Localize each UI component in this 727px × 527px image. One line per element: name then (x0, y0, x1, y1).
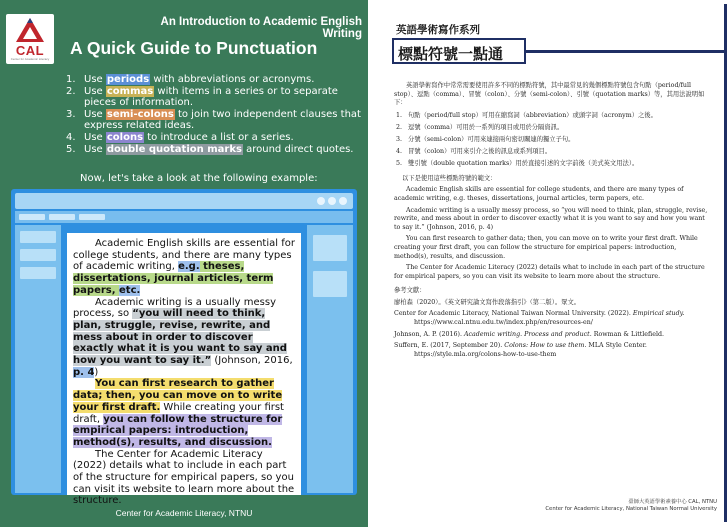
sidebar-placeholder (20, 267, 56, 279)
rule-text: 逗號（comma）可用於一系列的項目或用於分隔資訊。 (408, 123, 564, 131)
rule-text: to introduce a list or a series. (144, 131, 294, 143)
highlight-semicolon: You can first research to gather data; then, you can move on to write your first draft. (73, 378, 283, 413)
rule-prefix: Use (84, 74, 106, 85)
reference-text: Johnson, A. P. (2016). (394, 330, 464, 338)
rule-text: around direct quotes. (242, 143, 354, 155)
highlight-comma: theses, dissertations, journal articles, term papers, (73, 261, 274, 296)
example-passage (67, 233, 301, 507)
rule-number: 1. (396, 111, 403, 119)
reference-title: Empirical study. (632, 310, 685, 318)
rule-number: 5. (396, 160, 403, 168)
rule-keyword: colons (106, 131, 144, 143)
reference-title: Colons: How to use them. (504, 342, 587, 350)
footer-credit-en-line: Center for Academic Literacy, National Taiwan Normal University (545, 506, 717, 512)
sidebar-placeholder (20, 231, 56, 243)
rule-text: with items in a series or to separate pieces of information. (84, 85, 338, 109)
rule-number: 2. (396, 123, 403, 131)
rule-number: 4. (66, 131, 76, 143)
example-paragraph (73, 238, 295, 297)
example-text: While creating your first draft, (73, 401, 284, 425)
reference-text: https://www.cal.ntnu.edu.tw/index.php/en/resources-en/ (414, 319, 593, 327)
series-title: An Introduction to Academic English Writing (160, 16, 362, 40)
window-controls (317, 197, 347, 205)
cal-logo-word: CAL (15, 43, 45, 58)
rule-item-zh (394, 148, 712, 157)
example-text: (Johnson, 2016, (211, 355, 293, 367)
rule-text: with abbreviations or acronyms. (150, 74, 315, 85)
reference-text: Suffern, E. (2017, September 20). (394, 342, 505, 350)
intro-paragraph: 英語學術寫作中常常需要使用許多不同的標點符號，其中最常見的幾個標點符號包含句點（period/full stop）、逗點（comma）、冒號（colon）、分號（semi-colon）、引號（quotation marks）等，其用法說明如下： (394, 82, 705, 107)
example-paragraph: The Center for Academic Literacy (2022) details what to include in each part of the structure for empirical papers, so you can visit its website to learn more about the structure. (394, 264, 705, 280)
tab-placeholder (49, 214, 75, 220)
highlight-period: e.g. (178, 261, 200, 273)
rule-number: 3. (396, 135, 403, 143)
rule-text: to join two independent clauses that express related ideas. (84, 108, 361, 132)
rule-number: 5. (66, 143, 76, 155)
rule-item (66, 132, 362, 144)
rule-item-zh (394, 112, 712, 121)
references-list (394, 299, 712, 360)
rule-item (66, 144, 362, 156)
highlight-period: p. 4 (73, 366, 95, 378)
example-intro-zh: 以下是使用這些標點符號的範文： (402, 174, 497, 182)
rule-text: 分號（semi-colon）可用來連接兩句密切關連的獨立子句。 (408, 135, 575, 143)
rule-item (66, 74, 362, 86)
rule-text: 冒號（colon）可用來引介之後的訊息或系列項目。 (408, 148, 552, 156)
rule-item-zh (394, 124, 712, 133)
rule-keyword: double quotation marks (106, 143, 242, 155)
reference-text: Center for Academic Literacy, National Taiwan Normal University. (2022). (394, 310, 633, 318)
rule-item-zh (394, 160, 712, 169)
tab-placeholder (79, 214, 105, 220)
browser-left-sidebar (15, 225, 61, 493)
title-box (392, 38, 526, 64)
browser-illustration (11, 189, 357, 507)
browser-right-sidebar (307, 225, 353, 493)
window-dot-icon (328, 197, 336, 205)
rule-prefix: Use (84, 143, 106, 155)
sidebar-placeholder (20, 249, 56, 261)
references-heading: 參考文獻： (394, 287, 426, 295)
example-paragraph (73, 378, 295, 448)
highlight-period: etc. (119, 284, 141, 296)
example-intro: Now, let's take a look at the following example: (80, 173, 318, 184)
highlight-quotation: “you will need to think, plan, struggle, revise, rewrite, and mess about in order to discover exactly what it is you want to say and how you want to say it.” (73, 308, 287, 367)
cal-logo-tagline: Center for Academic Literacy (10, 57, 50, 61)
example-paragraph: Academic English skills are essential for college students, and there are many types of academic writing, e.g. theses, dissertations, journal articles, term papers, etc. (394, 186, 684, 202)
reference-item (394, 310, 712, 327)
example-paragraph: Academic writing is a usually messy process, so “you will need to think, plan, struggle, revise, rewrite, and mess about in order to discover exactly what it is you want to say and how you want to say it.” (Johnson, 2016, p. 4) (394, 206, 708, 231)
punctuation-rules-list (66, 74, 362, 155)
example-paragraph: You can first research to gather data; then, you can move on to write your first draft. While creating your first draft, you can follow the structure for empirical papers: introduction, method(s), results, and discussion. (394, 235, 698, 260)
window-dot-icon (317, 197, 325, 205)
rule-number: 4. (396, 148, 403, 156)
rule-keyword: semi-colons (106, 108, 174, 120)
rule-keyword: commas (106, 85, 154, 97)
window-dot-icon (339, 197, 347, 205)
reference-item (394, 299, 712, 308)
title-rule (526, 50, 724, 53)
highlight-colon: you can follow the structure for empirical papers: introduction, method(s), results, and discussion. (73, 413, 283, 448)
rule-text: 句點（period/full stop）可用在縮寫詞（abbreviation）或頭字詞（acronym）之後。 (408, 111, 657, 119)
footer-credit-zh-line: 臺師大英語學術素養中心 CAL, NTNU (628, 499, 717, 505)
footer-credit: Center for Academic Literacy, NTNU (115, 508, 253, 518)
sidebar-placeholder (313, 235, 347, 261)
reference-text: MLA Style Center. https://style.mla.org/colons-how-to-use-them (414, 342, 647, 358)
punctuation-rules-list-zh (394, 112, 712, 169)
chinese-guide-panel (368, 0, 727, 527)
rule-item (66, 86, 362, 109)
reference-title: Academic writing. Process and product. (463, 330, 592, 338)
rule-text: 雙引號（double quotation marks）用於直接引述的文字前後（美式英文用法）。 (408, 160, 639, 168)
guide-content-zh (394, 82, 712, 362)
rule-prefix: Use (84, 131, 106, 143)
page-title: A Quick Guide to Punctuation (70, 38, 318, 58)
cal-logo-mark-icon (16, 18, 44, 42)
rule-item-zh (394, 136, 712, 145)
footer-credit-zh (545, 499, 717, 513)
tab-placeholder (19, 214, 45, 220)
example-text: Academic English skills are essential for college students, and there are many types of academic writing, (73, 238, 295, 273)
rule-prefix: Use (84, 108, 106, 120)
example-paragraph (73, 297, 295, 379)
browser-nav-bar (15, 211, 353, 223)
example-text: Academic writing is a usually messy process, so (73, 296, 276, 320)
example-text: ) (94, 366, 99, 378)
reference-item (394, 342, 712, 359)
page-title-zh: 標點符號一點通 (398, 45, 504, 63)
rule-item (66, 109, 362, 132)
browser-tab-placeholders (19, 214, 105, 220)
rule-keyword: periods (106, 74, 150, 85)
example-paragraph: The Center for Academic Literacy (2022) details what to include in each part of the structure for empirical papers, so you can visit its website to learn more about the structure. (73, 448, 295, 507)
rule-number: 1. (66, 74, 76, 85)
reference-text: 廖柏森（2020）。《英文研究論文寫作段落指引》（第二版）。眾文。 (394, 298, 581, 306)
rule-number: 3. (66, 108, 76, 120)
series-title-zh: 英語學術寫作系列 (396, 24, 480, 36)
example-passage-zh (394, 186, 712, 281)
rule-prefix: Use (84, 85, 106, 97)
reference-item (394, 331, 712, 340)
rule-number: 2. (66, 85, 76, 97)
cal-logo (6, 14, 54, 64)
reference-text: Rowman & Littlefield. (591, 330, 664, 338)
browser-title-bar (15, 193, 353, 209)
sidebar-placeholder (313, 271, 347, 297)
